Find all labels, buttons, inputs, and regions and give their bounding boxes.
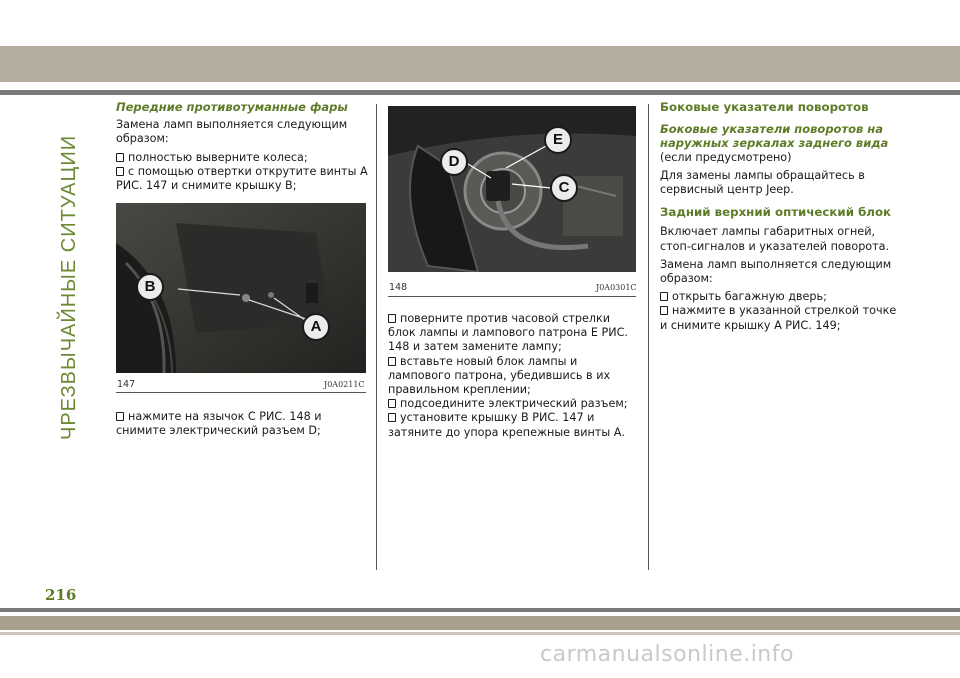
column-divider-1 [376,104,377,570]
figure-147-rule [116,392,366,393]
checkbox-bullet-icon [388,357,396,366]
subheading-mirror-indicators: Боковые указатели поворотов на наружных зеркалах заднего вида [660,122,889,151]
list-item: открыть багажную дверь; [660,290,905,304]
callout-b: B [136,273,164,301]
callout-a: A [302,313,330,341]
checkbox-bullet-icon [116,153,124,162]
list-item: с помощью отвертки открутите винты А РИС. 147 и снимите крышку B; [116,164,368,193]
column-3 [660,100,905,333]
column-1-continued [116,410,370,438]
checkbox-bullet-icon [388,314,396,323]
list-item: подсоедините электрический разъем; [388,397,638,411]
list-item: нажмите в указанной стрелкой точке и снимите крышку А РИС. 149; [660,304,897,332]
footer-rule-2 [0,632,960,635]
figure-148-code: J0A0301C [596,283,637,292]
callout-d: D [440,148,468,176]
list-item: нажмите на язычок С РИС. 148 и снимите электрический разъем D; [116,410,322,438]
intro-text: Замена ламп выполняется следующим образом: [116,118,348,146]
callout-e: E [544,126,572,154]
figure-148-number: 148 [389,282,408,293]
column-divider-2 [648,104,649,570]
checkbox-bullet-icon [116,412,124,421]
callout-c: C [550,174,578,202]
list-item: вставьте новый блок лампы и лампового патрона, убедившись в их правильном креплении; [388,354,611,397]
figure-148-rule [388,296,636,297]
column-1 [116,100,370,193]
figure-148-photo [388,106,636,272]
figure-147-photo [116,203,366,373]
page-number: 216 [45,586,77,604]
footer-band [0,616,960,630]
paragraph-rear-lamps: Включает лампы габаритных огней, стоп-сигналов и указателей поворота. [660,225,890,253]
intro-text-2: Замена ламп выполняется следующим образом: [660,257,892,286]
paragraph-service: Для замены лампы обращайтесь в сервисный центр Jeep. [660,168,865,197]
footer-rule [0,608,960,612]
note-text: (если предусмотрено) [660,150,792,164]
section-heading-front-fog: Передние противотуманные фары [116,100,348,114]
checkbox-bullet-icon [388,399,396,408]
figure-147-code: J0A0211C [324,380,365,389]
header-band [0,46,960,82]
header-rule [0,90,960,95]
list-item: полностью выверните колеса; [116,151,370,165]
checkbox-bullet-icon [388,413,396,422]
list-item: поверните против часовой стрелки блок лампы и лампового патрона E РИС. 148 и затем замените лампу; [388,312,628,354]
fog-lamp-illustration [388,106,636,272]
checkbox-bullet-icon [660,292,668,301]
watermark: carmanualsonline.info [540,642,794,667]
column-2-list [388,312,638,440]
section-heading-side-indicators: Боковые указатели поворотов [660,100,869,114]
section-heading-rear-upper: Задний верхний оптический блок [660,205,892,220]
figure-147-number: 147 [117,379,136,390]
list-item: установите крышку B РИС. 147 и затяните до упора крепежные винты А. [388,411,625,439]
checkbox-bullet-icon [116,167,124,176]
section-side-tab: ЧРЕЗВЫЧАЙНЫЕ СИТУАЦИИ [58,134,80,440]
checkbox-bullet-icon [660,306,668,315]
